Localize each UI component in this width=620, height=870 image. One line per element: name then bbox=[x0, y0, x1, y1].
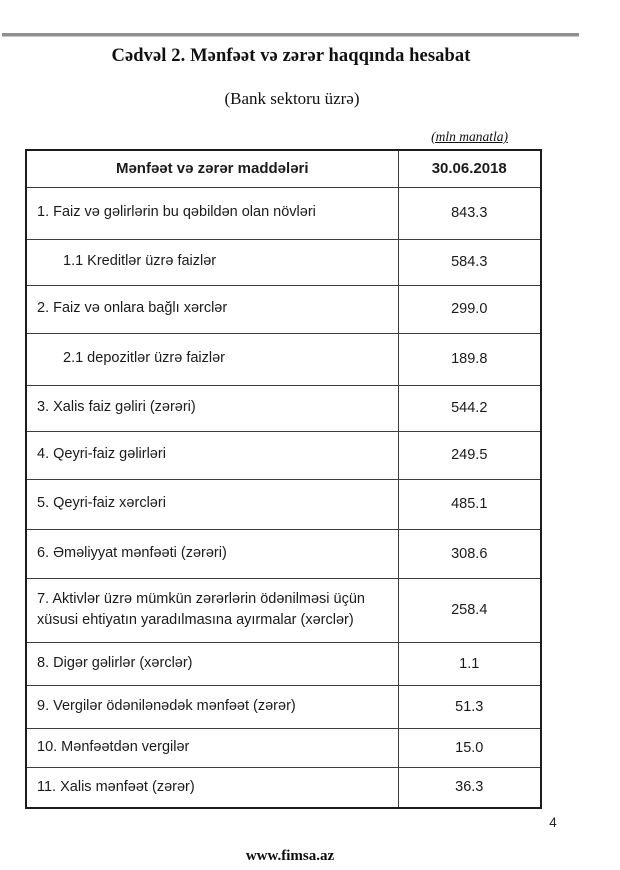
profit-loss-table bbox=[25, 149, 542, 809]
table-header-row bbox=[26, 150, 541, 187]
header-rule bbox=[2, 33, 579, 37]
page-title: Cədvəl 2. Mənfəət və zərər haqqında hesabat bbox=[111, 46, 471, 66]
row-label: 6. Əməliyyat mənfəəti (zərəri) bbox=[26, 529, 398, 578]
row-value: 51.3 bbox=[398, 685, 541, 728]
row-value: 15.0 bbox=[398, 728, 541, 767]
unit-note: (mln manatla) bbox=[431, 129, 508, 144]
row-label: 7. Aktivlər üzrə mümkün zərərlərin ödənilməsi üçün xüsusi ehtiyatın yaradılmasına ayırmalar (xərclər) bbox=[26, 578, 398, 642]
row-value: 189.8 bbox=[398, 333, 541, 385]
page-number: 4 bbox=[549, 815, 557, 830]
table-row bbox=[26, 529, 541, 578]
row-value: 843.3 bbox=[398, 187, 541, 239]
row-label: 2.1 depozitlər üzrə faizlər bbox=[26, 333, 398, 385]
table-row bbox=[26, 285, 541, 333]
table-row bbox=[26, 333, 541, 385]
row-label: 5. Qeyri-faiz xərcləri bbox=[26, 479, 398, 529]
row-value: 485.1 bbox=[398, 479, 541, 529]
row-value: 36.3 bbox=[398, 767, 541, 808]
row-value: 1.1 bbox=[398, 642, 541, 685]
row-label: 10. Mənfəətdən vergilər bbox=[26, 728, 398, 767]
row-label: 11. Xalis mənfəət (zərər) bbox=[26, 767, 398, 808]
row-value: 544.2 bbox=[398, 385, 541, 431]
row-label: 1. Faiz və gəlirlərin bu qəbildən olan növləri bbox=[26, 187, 398, 239]
row-label: 2. Faiz və onlara bağlı xərclər bbox=[26, 285, 398, 333]
row-label: 8. Digər gəlirlər (xərclər) bbox=[26, 642, 398, 685]
row-label: 9. Vergilər ödənilənədək mənfəət (zərər) bbox=[26, 685, 398, 728]
table-row bbox=[26, 431, 541, 479]
table-row bbox=[26, 578, 541, 642]
table-row bbox=[26, 239, 541, 285]
table-row bbox=[26, 479, 541, 529]
footer-url: www.fimsa.az bbox=[245, 848, 335, 864]
table-row bbox=[26, 685, 541, 728]
row-value: 249.5 bbox=[398, 431, 541, 479]
table-row bbox=[26, 385, 541, 431]
row-label: 4. Qeyri-faiz gəlirləri bbox=[26, 431, 398, 479]
row-label: 1.1 Kreditlər üzrə faizlər bbox=[26, 239, 398, 285]
column-header-items: Mənfəət və zərər maddələri bbox=[26, 150, 398, 187]
table-row bbox=[26, 728, 541, 767]
table-row bbox=[26, 187, 541, 239]
row-value: 299.0 bbox=[398, 285, 541, 333]
page-subtitle: (Bank sektoru üzrə) bbox=[224, 89, 360, 108]
column-header-date: 30.06.2018 bbox=[398, 150, 541, 187]
row-label: 3. Xalis faiz gəliri (zərəri) bbox=[26, 385, 398, 431]
table-row bbox=[26, 767, 541, 808]
row-value: 258.4 bbox=[398, 578, 541, 642]
row-value: 308.6 bbox=[398, 529, 541, 578]
row-value: 584.3 bbox=[398, 239, 541, 285]
table-row bbox=[26, 642, 541, 685]
